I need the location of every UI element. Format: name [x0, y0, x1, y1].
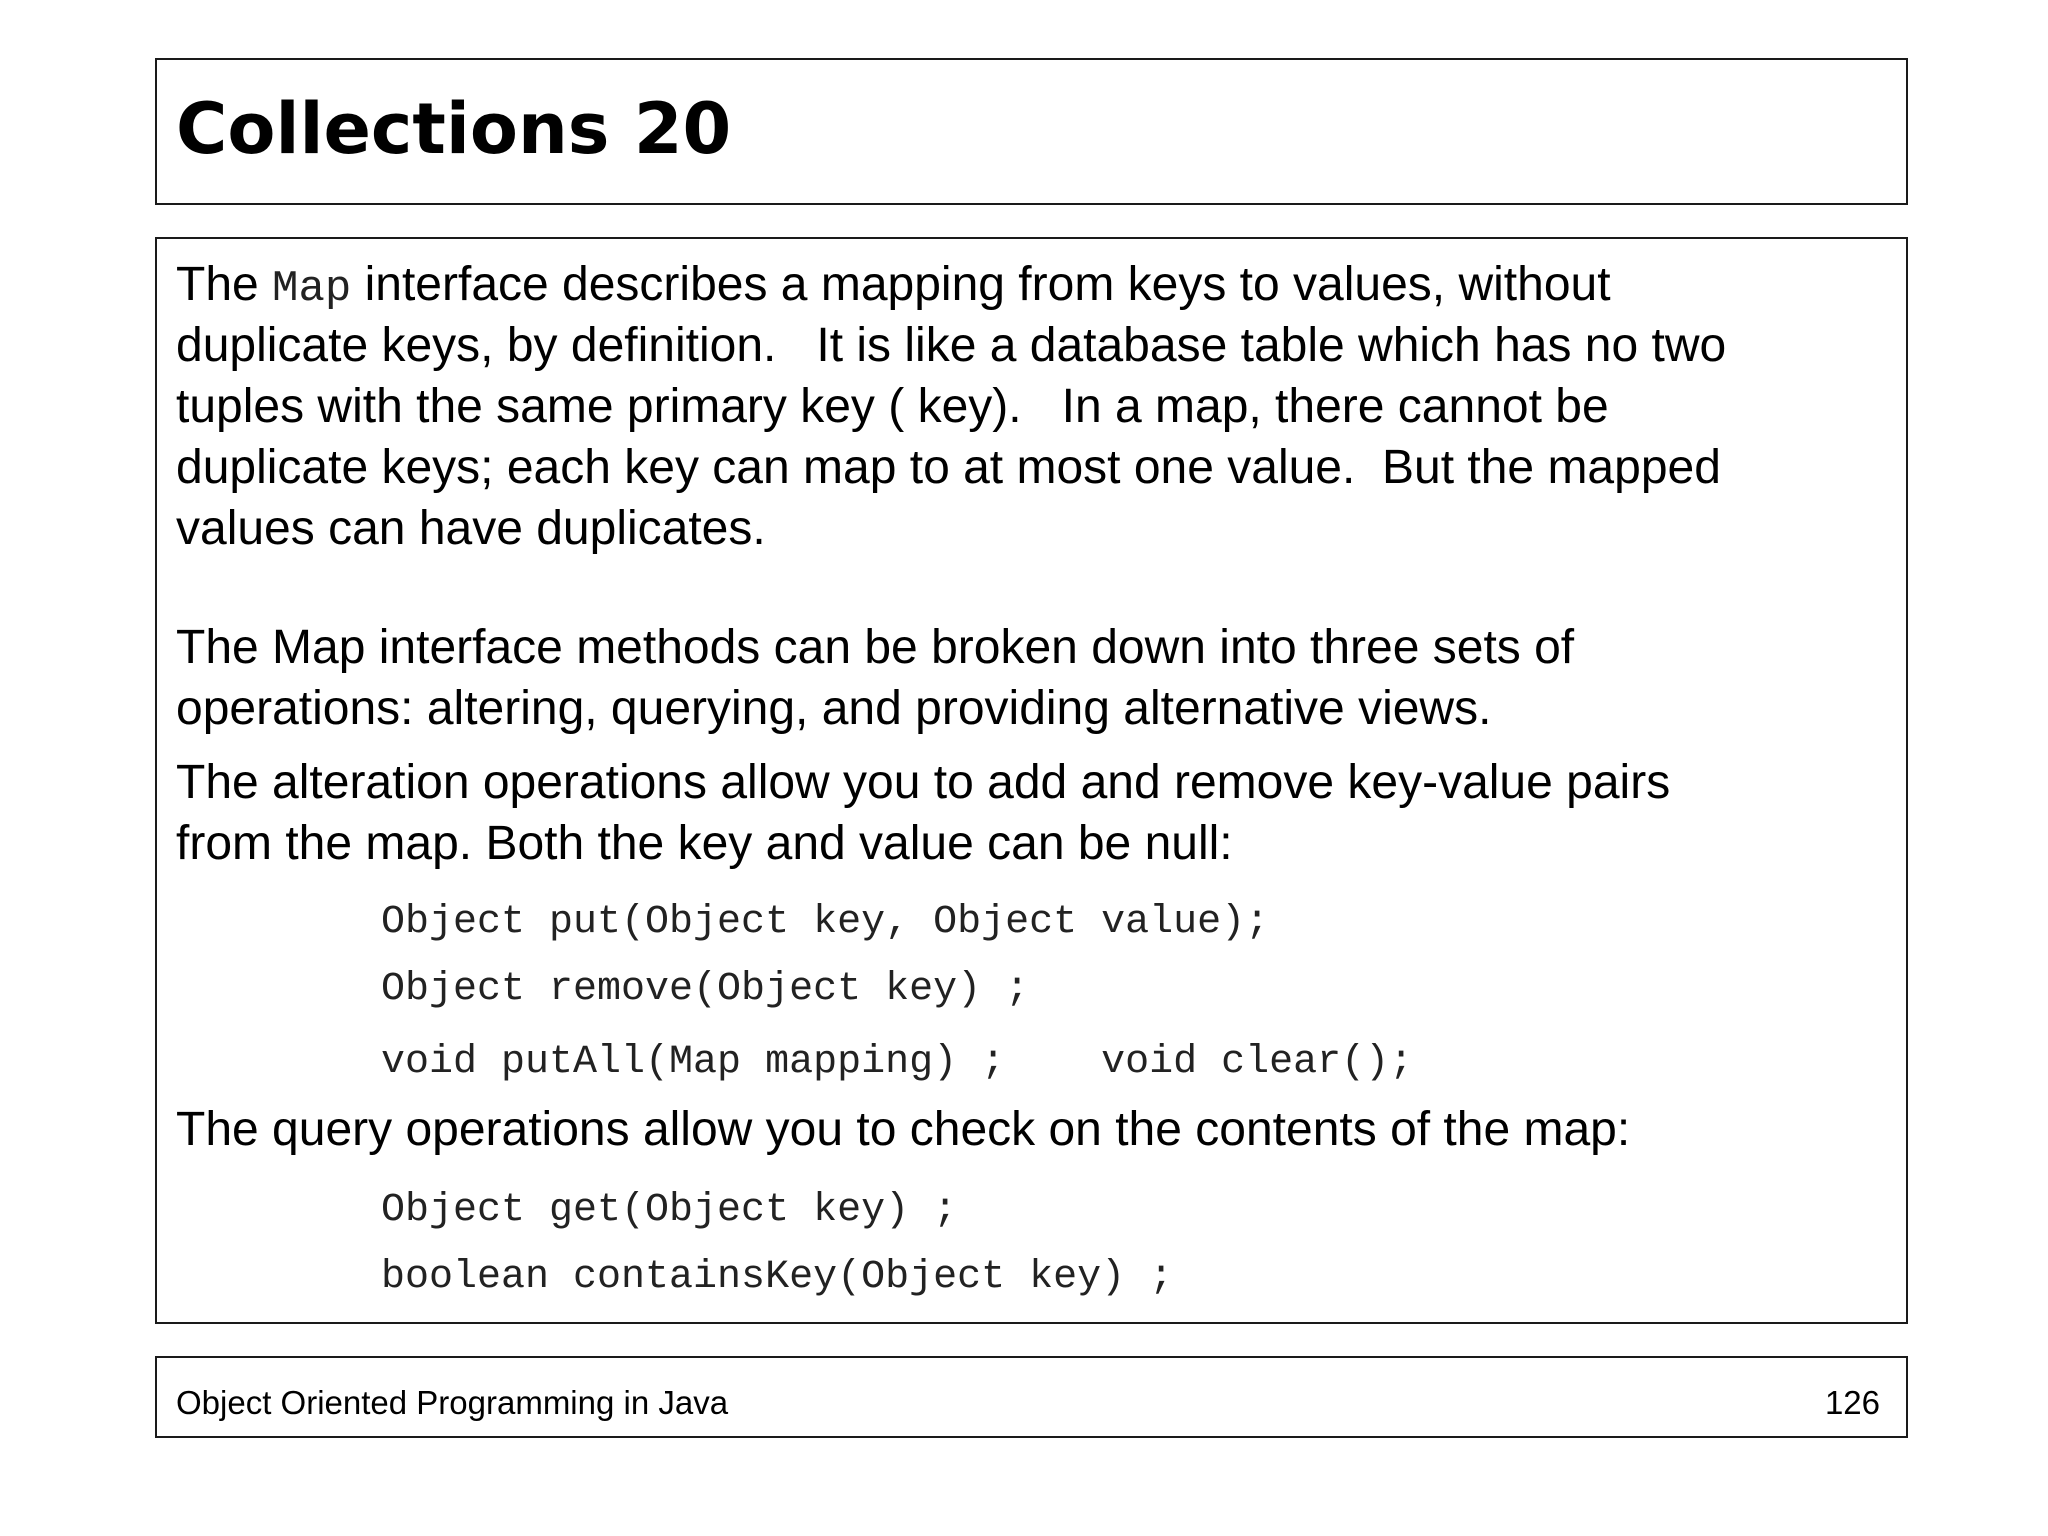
paragraph-3-line-2: from the map. Both the key and value can be null:	[176, 817, 1233, 870]
slide-footer-box	[155, 1356, 1908, 1438]
page-number: 126	[1824, 1384, 1880, 1421]
code-line-putall-clear: void putAll(Map mapping) ; void clear();	[381, 1040, 1414, 1085]
paragraph-1-line-3: tuples with the same primary key ( key). In a map, there cannot be	[176, 380, 1609, 433]
paragraph-1-line-4: duplicate keys; each key can map to at most one value. But the mapped	[176, 441, 1721, 494]
footer-course-title: Object Oriented Programming in Java	[176, 1384, 729, 1421]
paragraph-2-line-1: The Map interface methods can be broken down into three sets of	[176, 621, 1575, 674]
paragraph-1-line-1	[176, 258, 1611, 314]
slide-title-box	[155, 58, 1908, 205]
paragraph-1-prefix: The	[176, 258, 273, 311]
paragraph-2-line-2: operations: altering, querying, and providing alternative views.	[176, 682, 1492, 735]
paragraph-1-line-5: values can have duplicates.	[176, 502, 766, 555]
slide-content-box	[155, 237, 1908, 1324]
code-line-put: Object put(Object key, Object value);	[381, 900, 1270, 945]
paragraph-4: The query operations allow you to check on the contents of the map:	[176, 1103, 1631, 1156]
code-line-containskey: boolean containsKey(Object key) ;	[381, 1255, 1174, 1300]
paragraph-3-line-1: The alteration operations allow you to add and remove key-value pairs	[176, 756, 1671, 809]
slide-title: Collections 20	[176, 88, 732, 170]
map-inline-code: Map	[272, 264, 352, 314]
paragraph-1-suffix: interface describes a mapping from keys to values, without	[351, 258, 1611, 311]
paragraph-1-line-2: duplicate keys, by definition. It is like a database table which has no two	[176, 319, 1727, 372]
code-line-remove: Object remove(Object key) ;	[381, 967, 1030, 1012]
code-line-get: Object get(Object key) ;	[381, 1188, 958, 1233]
